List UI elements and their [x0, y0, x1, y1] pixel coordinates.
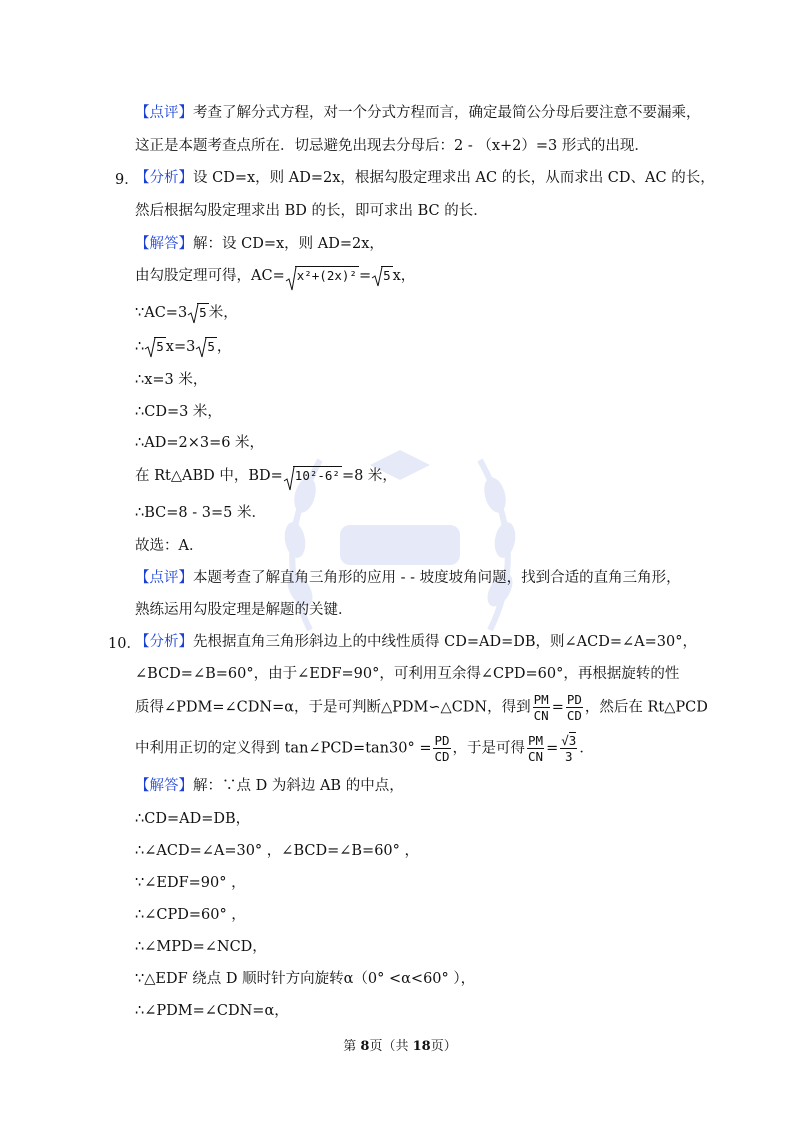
- review-tag: 【点评】: [135, 105, 193, 121]
- solution-line-1: [135, 776, 404, 796]
- text-seg: ，然后在 Rt△PCD: [584, 699, 708, 716]
- sqrt-content: 5: [207, 339, 215, 354]
- solution-text: 解：设 CD=x，则 AD=2x，: [193, 236, 384, 252]
- footer-text: 第: [343, 1039, 361, 1054]
- text-seg: 由勾股定理可得，AC=: [135, 268, 285, 284]
- solution-line-7: ∴AD=2×3=6 米，: [135, 435, 265, 451]
- text-seg: =: [551, 699, 564, 716]
- text-seg: ，于是可得: [452, 740, 526, 757]
- numerator: PM: [528, 733, 544, 748]
- solution-line-6: ∴CD=3 米，: [135, 404, 222, 420]
- sqrt-content: 10²-6²: [294, 468, 340, 483]
- denominator: CD: [566, 708, 582, 723]
- solution-line-1: [135, 234, 384, 254]
- footer-text: 页）: [430, 1039, 457, 1054]
- denominator: CN: [533, 708, 549, 723]
- analysis-line-3: [135, 692, 708, 723]
- question-number: 9．: [115, 172, 139, 188]
- solution-line-5: ∴∠CPD=60° ，: [135, 907, 246, 923]
- comment-line-2: 熟练运用勾股定理是解题的关键．: [135, 602, 353, 618]
- sqrt-expression: [187, 303, 209, 323]
- text-seg: x，: [392, 268, 416, 284]
- text-seg: x=3: [165, 339, 196, 355]
- analysis-line-4: [135, 733, 594, 764]
- numerator: PM: [533, 692, 549, 707]
- sqrt-expression: [283, 466, 342, 486]
- solution-line-10: 故选：A．: [135, 538, 204, 554]
- analysis-tag: 【分析】: [135, 170, 193, 186]
- text-seg: ，: [216, 339, 232, 355]
- analysis-line-2: 然后根据勾股定理求出 BD 的长，即可求出 BC 的长．: [135, 203, 488, 219]
- fraction: [560, 733, 577, 764]
- question-number: 10．: [108, 636, 141, 652]
- analysis-text: 设 CD=x，则 AD=2x，根据勾股定理求出 AC 的长，从而求出 CD、AC 的长，: [193, 170, 715, 186]
- solution-line-6: ∴∠MPD=∠NCD，: [135, 939, 267, 955]
- page-number: 8: [360, 1039, 370, 1054]
- denominator: CN: [528, 749, 544, 764]
- solution-line-8: [135, 466, 397, 486]
- text-seg: 米，: [208, 305, 238, 321]
- review-text: 考查了解分式方程，对一个分式方程而言，确定最简公分母后要注意不要漏乘，: [193, 105, 701, 121]
- fraction: [433, 733, 450, 764]
- denominator: CD: [434, 749, 450, 764]
- text-seg: ．: [579, 740, 594, 757]
- text-seg: 在 Rt△ABD 中，BD=: [135, 468, 283, 484]
- solution-tag: 【解答】: [135, 778, 193, 794]
- page-footer: [0, 1035, 800, 1054]
- fraction: [527, 733, 544, 764]
- solution-text: 解：∵点 D 为斜边 AB 的中点，: [193, 778, 404, 794]
- analysis-line-1: [135, 632, 697, 652]
- text-seg: ∵AC=3: [135, 305, 188, 321]
- solution-tag: 【解答】: [135, 236, 193, 252]
- text-seg: =: [358, 268, 372, 284]
- text-seg: =: [546, 740, 559, 757]
- sqrt-expression: [195, 337, 217, 357]
- text-seg: =8 米，: [341, 468, 397, 484]
- solution-line-5: ∴x=3 米，: [135, 372, 208, 388]
- solution-line-7: ∵△EDF 绕点 D 顺时针方向旋转α（0° <α<60° ），: [135, 971, 476, 987]
- solution-line-2: ∴CD=AD=DB，: [135, 811, 251, 827]
- solution-line-4: ∵∠EDF=90° ，: [135, 875, 246, 891]
- sqrt-content: 5: [383, 268, 391, 283]
- fraction: [533, 692, 550, 723]
- numerator: PD: [566, 692, 582, 707]
- footer-text: 页（共: [369, 1039, 413, 1054]
- analysis-line-2: ∠BCD=∠B=60°，由于∠EDF=90°，可利用互余得∠CPD=60°，再根据旋转的性: [135, 666, 680, 682]
- text-seg: ∴: [135, 339, 145, 355]
- review-line-2: 这正是本题考查点所在．切忌避免出现去分母后：2 - （x+2）=3 形式的出现．: [135, 138, 649, 154]
- comment-line-1: [135, 568, 681, 588]
- analysis-line-1: [135, 168, 715, 188]
- sqrt-expression: [285, 266, 359, 286]
- sqrt-expression: [144, 337, 166, 357]
- text-seg: 中利用正切的定义得到 tan∠PCD=tan30° =: [135, 740, 432, 757]
- numerator: PD: [434, 733, 450, 748]
- solution-line-4: [135, 337, 231, 357]
- watermark-logo: [270, 430, 530, 660]
- sqrt-expression: [371, 266, 393, 286]
- fraction: [566, 692, 583, 723]
- text-seg: 质得∠PDM=∠CDN=α，于是可判断△PDM∽△CDN，得到: [135, 699, 531, 716]
- sqrt-content: x²+(2x)²: [296, 268, 357, 283]
- solution-line-3: ∴∠ACD=∠A=30° ，∠BCD=∠B=60° ，: [135, 843, 420, 859]
- sqrt-content: 5: [199, 305, 207, 320]
- solution-line-2: [135, 266, 415, 286]
- solution-line-8: ∴∠PDM=∠CDN=α，: [135, 1003, 289, 1019]
- numerator: √3: [561, 733, 577, 748]
- analysis-text: 先根据直角三角形斜边上的中线性质得 CD=AD=DB，则∠ACD=∠A=30°，: [193, 634, 697, 650]
- analysis-tag: 【分析】: [135, 634, 193, 650]
- total-pages: 18: [412, 1039, 431, 1054]
- sqrt-content: 3: [568, 733, 577, 748]
- review-text: 本题考查了解直角三角形的应用 - - 坡度坡角问题，找到合适的直角三角形，: [193, 570, 681, 586]
- review-tag: 【点评】: [135, 570, 193, 586]
- sqrt-content: 5: [156, 339, 164, 354]
- review-line-1: [135, 103, 701, 123]
- solution-line-9: ∴BC=8 - 3=5 米．: [135, 505, 266, 521]
- denominator: 3: [565, 749, 573, 764]
- solution-line-3: [135, 303, 238, 323]
